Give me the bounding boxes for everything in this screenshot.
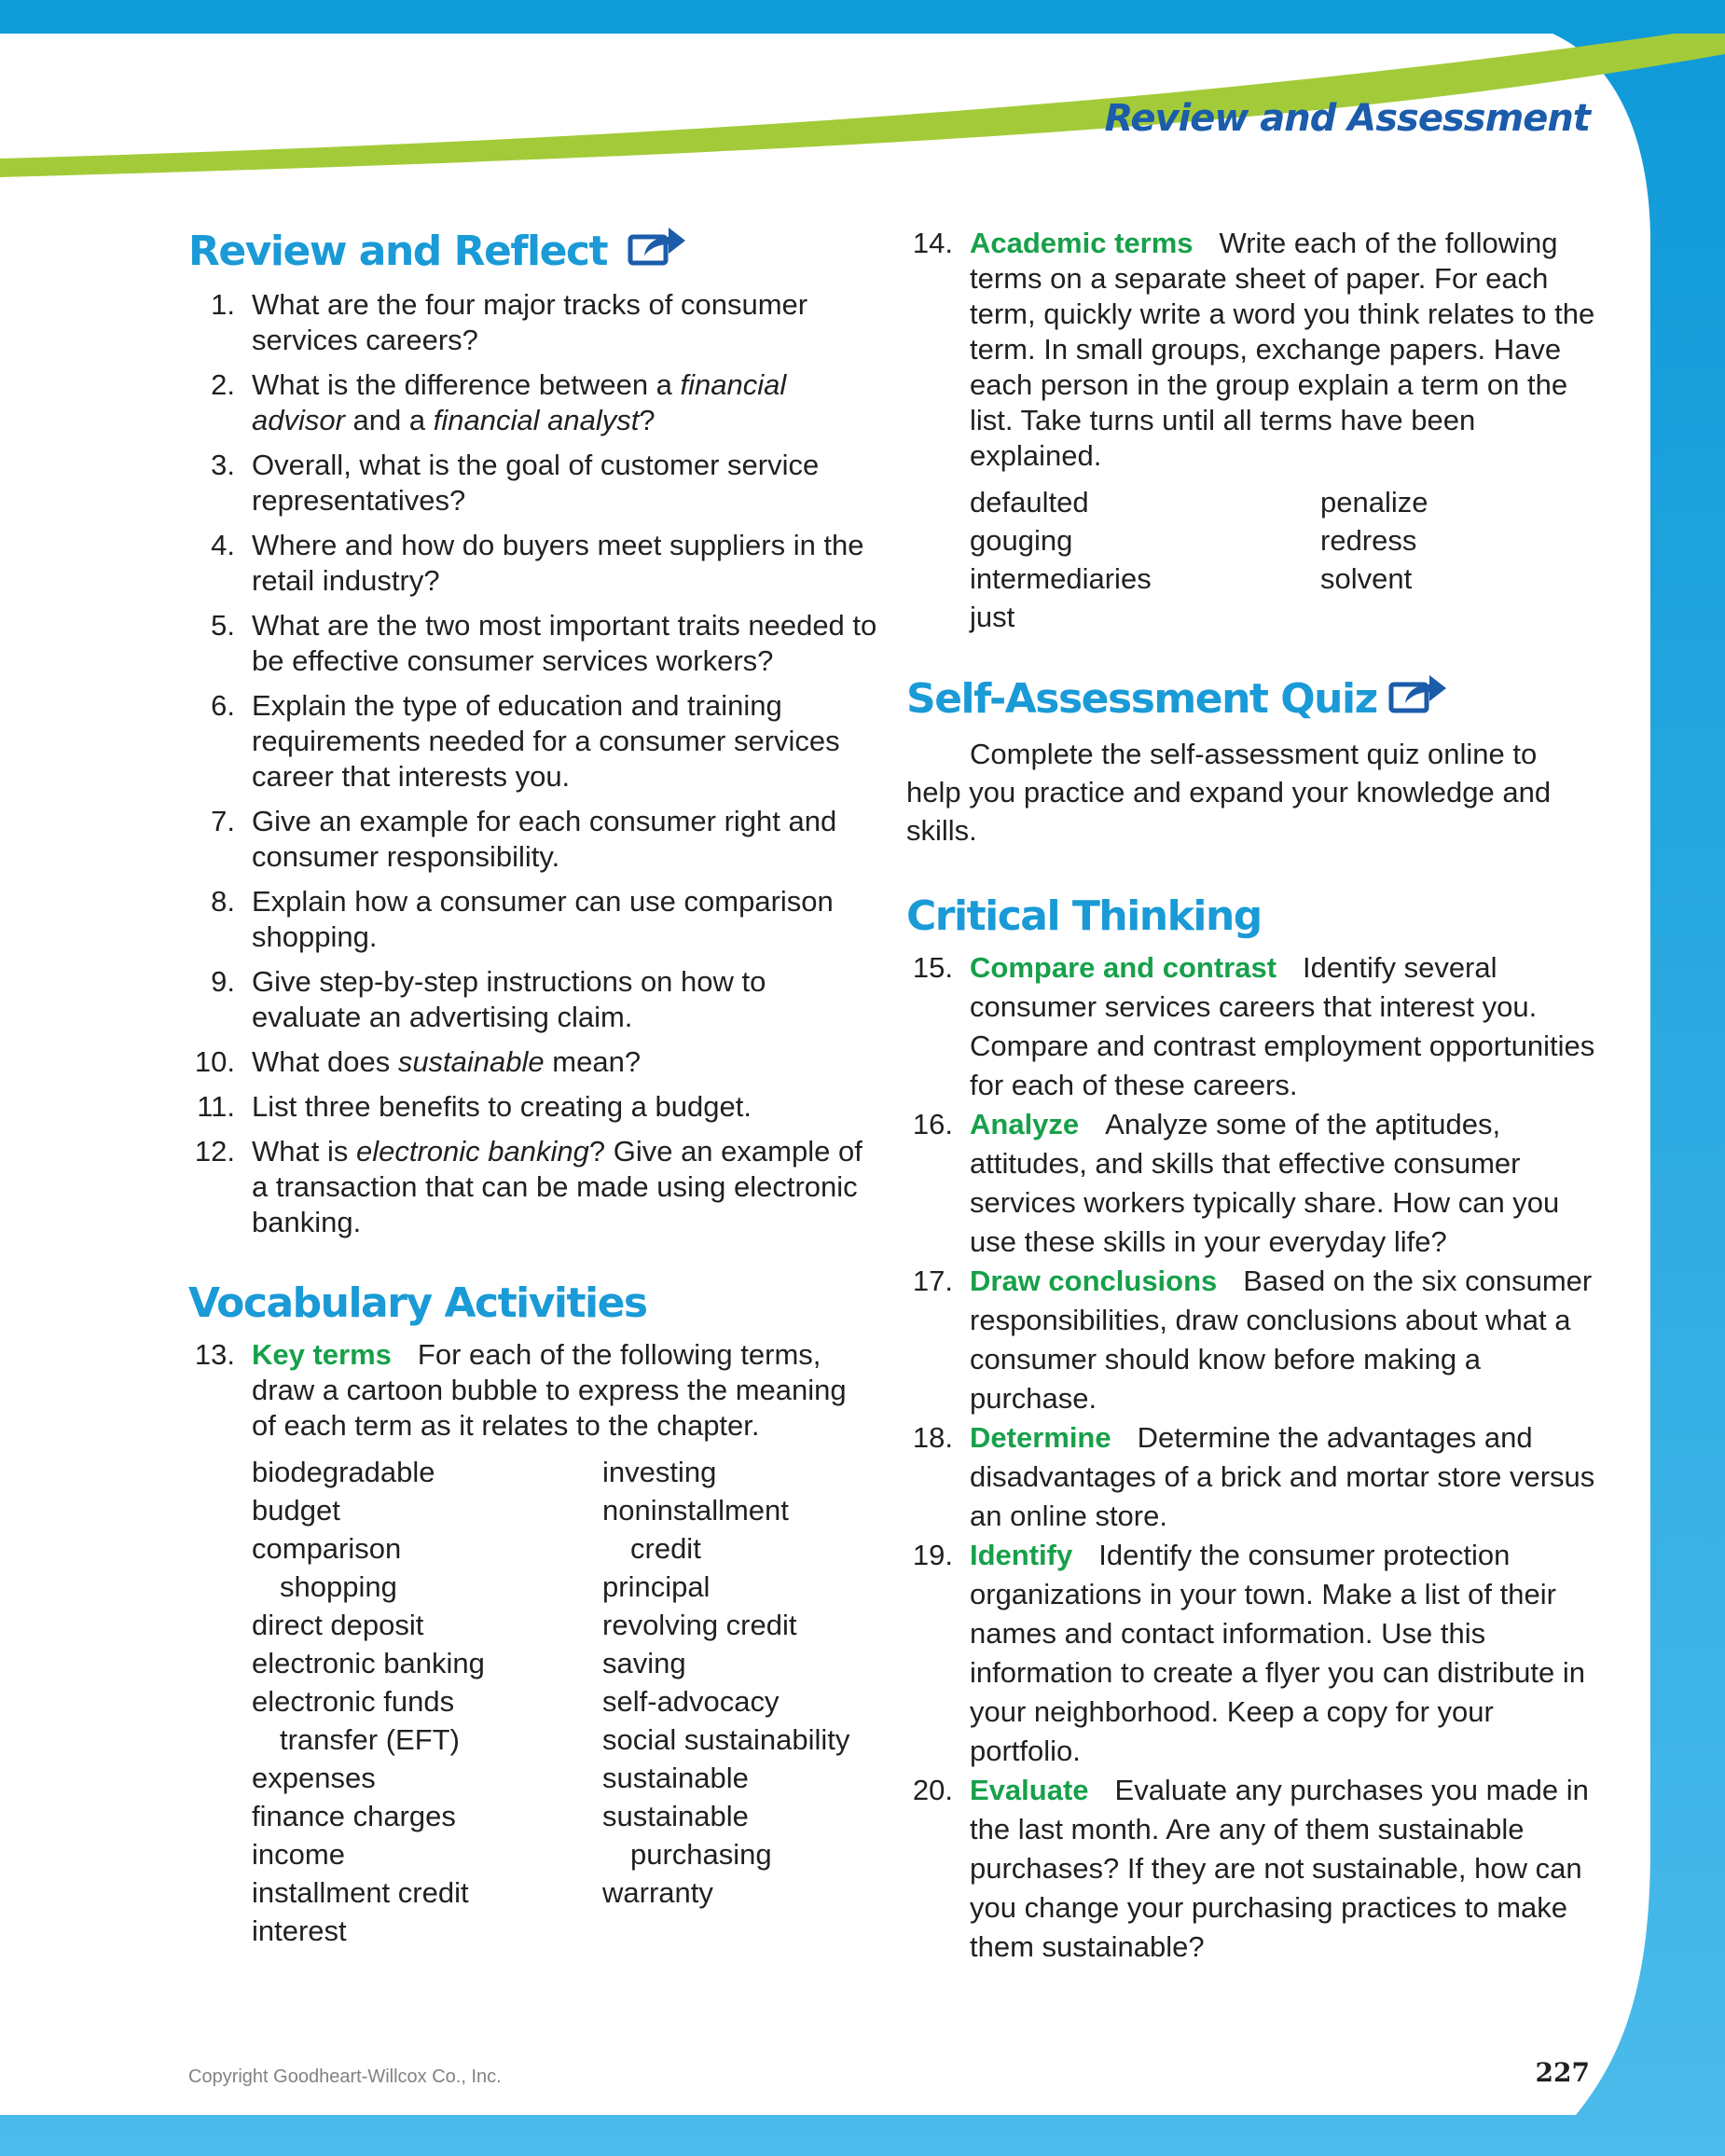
keyword-label: Analyze <box>970 1108 1080 1140</box>
keyword-label: Evaluate <box>970 1774 1089 1806</box>
term-item: installment credit <box>252 1876 469 1909</box>
academic-terms-column-2 <box>1320 483 1428 636</box>
left-column <box>188 224 878 1950</box>
question-text: Write each of the following terms on a separate sheet of paper. For each term, quickly write a word you think relates to the term. In small groups, exchange papers. Have each person in the group explain a term on the list. Take turns until all terms have been explained. <box>970 227 1595 472</box>
critical-question <box>906 1536 1596 1771</box>
question-text: What are the four major tracks of consumer services careers? <box>252 288 808 356</box>
key-terms-column-1 <box>252 1453 602 1950</box>
question-text: ? Give an example of a transaction that can be made using electronic banking. <box>252 1135 862 1238</box>
critical-question <box>906 1262 1596 1418</box>
term-item: warranty <box>602 1876 713 1909</box>
question-number: 14. <box>912 227 953 259</box>
term-item: comparison <box>252 1532 402 1565</box>
review-question <box>188 528 878 599</box>
review-question-list <box>188 287 878 1240</box>
question-number: 15. <box>912 951 953 984</box>
term-item: electronic funds <box>252 1685 455 1718</box>
question-text: Evaluate any purchases you made in the last month. Are any of them sustainable purchases? If they are not sustainable, how can you change your purchasing practices to make them sustainable? <box>970 1774 1589 1963</box>
term-item: credit <box>630 1532 701 1565</box>
question-13 <box>188 1337 878 1444</box>
question-text: Explain the type of education and training requirements needed for a consumer services career that interests you. <box>252 689 840 793</box>
term-item: just <box>970 601 1015 633</box>
review-question <box>188 1044 878 1080</box>
question-number: 12. <box>194 1135 235 1168</box>
review-question <box>188 287 878 358</box>
question-text: List three benefits to creating a budget. <box>252 1090 752 1123</box>
question-text: Identify several consumer services careers that interest you. Compare and contrast employment opportunities for each of these careers. <box>970 951 1595 1101</box>
question-text: For each of the following terms, draw a cartoon bubble to express the meaning of each term as it relates to the chapter. <box>252 1338 847 1442</box>
term-item: investing <box>602 1456 717 1488</box>
term-item: saving <box>602 1647 686 1679</box>
term-item: solvent <box>1320 562 1413 595</box>
critical-question <box>906 1771 1596 1967</box>
review-question <box>188 804 878 875</box>
term-item: biodegradable <box>252 1456 435 1488</box>
question-text: Give step-by-step instructions on how to evaluate an advertising claim. <box>252 965 766 1033</box>
review-question <box>188 608 878 679</box>
question-number: 2. <box>211 368 235 401</box>
question-number: 19. <box>912 1539 953 1571</box>
critical-question <box>906 1418 1596 1536</box>
question-text-italic: electronic banking <box>355 1135 589 1168</box>
keyword-label: Draw conclusions <box>970 1265 1218 1297</box>
question-number: 3. <box>211 449 235 481</box>
copyright: Copyright Goodheart-Willcox Co., Inc. <box>188 2066 502 2087</box>
quiz-heading-text: Self-Assessment Quiz <box>906 675 1377 723</box>
question-number: 16. <box>912 1108 953 1140</box>
question-text: Give an example for each consumer right and consumer responsibility. <box>252 805 837 873</box>
key-terms-column-2 <box>602 1453 849 1950</box>
term-item: noninstallment <box>602 1494 789 1527</box>
question-text: ? <box>639 404 656 436</box>
term-item: self-advocacy <box>602 1685 780 1718</box>
question-text: Explain how a consumer can use comparison shopping. <box>252 885 834 953</box>
question-text: What does <box>252 1045 398 1078</box>
question-text: What are the two most important traits needed to be effective consumer services workers? <box>252 609 877 677</box>
question-number: 4. <box>211 529 235 561</box>
term-item: expenses <box>252 1762 376 1794</box>
question-text: and a <box>344 404 434 436</box>
review-question <box>188 367 878 438</box>
review-question <box>188 688 878 795</box>
term-item: revolving credit <box>602 1609 797 1641</box>
term-item: budget <box>252 1494 340 1527</box>
running-header: Review and Assessment <box>1104 97 1590 140</box>
question-text-italic: sustainable <box>397 1045 545 1078</box>
term-item: electronic banking <box>252 1647 485 1679</box>
term-item: sustainable <box>602 1762 749 1794</box>
question-number: 7. <box>211 805 235 837</box>
term-item: purchasing <box>630 1838 772 1871</box>
academic-terms-list <box>906 483 1596 636</box>
question-text: What is <box>252 1135 356 1168</box>
critical-heading-text: Critical Thinking <box>906 892 1262 940</box>
academic-terms-column-1 <box>970 483 1320 636</box>
question-number: 13. <box>194 1338 235 1371</box>
critical-thinking-list <box>906 948 1596 1967</box>
question-text: Overall, what is the goal of customer service representatives? <box>252 449 820 517</box>
question-text: Analyze some of the aptitudes, attitudes, and skills that effective consumer services workers typically share. How can you use these skills in your everyday life? <box>970 1108 1560 1258</box>
vocab-heading <box>188 1278 878 1330</box>
term-item: intermediaries <box>970 562 1152 595</box>
review-question <box>188 1089 878 1125</box>
keyword-label: Identify <box>970 1539 1073 1571</box>
term-item: defaulted <box>970 486 1089 518</box>
key-terms-list <box>188 1453 878 1950</box>
question-number: 18. <box>912 1421 953 1454</box>
question-number: 9. <box>211 965 235 998</box>
term-item: direct deposit <box>252 1609 424 1641</box>
question-number: 5. <box>211 609 235 642</box>
term-item: income <box>252 1838 345 1871</box>
term-item: penalize <box>1320 486 1428 518</box>
question-text-italic: financial advisor <box>252 368 787 436</box>
critical-question <box>906 948 1596 1105</box>
term-item: redress <box>1320 524 1417 557</box>
question-text: Identify the consumer protection organizations in your town. Make a list of their names and contact information. Use this information to create a flyer you can distribute in your neighborhood. Keep a copy for your portfolio. <box>970 1539 1585 1767</box>
question-text: What is the difference between a <box>252 368 681 401</box>
term-item: finance charges <box>252 1800 456 1832</box>
critical-heading <box>906 891 1596 943</box>
critical-question <box>906 1105 1596 1262</box>
keyword-label: Key terms <box>252 1338 392 1371</box>
question-text: Where and how do buyers meet suppliers in the retail industry? <box>252 529 864 597</box>
review-question <box>188 884 878 955</box>
share-arrow-icon[interactable] <box>1388 671 1448 727</box>
question-number: 20. <box>912 1774 953 1806</box>
question-number: 11. <box>197 1090 235 1123</box>
keyword-label: Compare and contrast <box>970 951 1277 984</box>
question-number: 6. <box>211 689 235 722</box>
review-heading-text: Review and Reflect <box>188 228 608 275</box>
keyword-label: Determine <box>970 1421 1111 1454</box>
keyword-label: Academic terms <box>970 227 1194 259</box>
right-column <box>906 224 1596 1967</box>
term-item: social sustainability <box>602 1723 850 1756</box>
term-item: transfer (EFT) <box>280 1723 460 1756</box>
question-number: 1. <box>211 288 235 321</box>
term-item: sustainable <box>602 1800 749 1832</box>
term-item: shopping <box>280 1570 397 1603</box>
term-item: gouging <box>970 524 1073 557</box>
vocab-heading-text: Vocabulary Activities <box>188 1279 647 1327</box>
share-arrow-icon[interactable] <box>628 224 687 280</box>
question-text: mean? <box>544 1045 642 1078</box>
question-number: 17. <box>912 1265 953 1297</box>
question-number: 10. <box>194 1045 235 1078</box>
quiz-text: Complete the self-assessment quiz online to help you practice and expand your knowledge and skills. <box>906 738 1552 847</box>
page-number: 227 <box>1535 2057 1590 2088</box>
review-question <box>188 964 878 1035</box>
term-item: interest <box>252 1914 347 1947</box>
review-heading <box>188 224 878 280</box>
review-question <box>188 1134 878 1240</box>
question-text-italic: financial analyst <box>433 404 640 436</box>
quiz-heading <box>906 671 1596 727</box>
term-item: principal <box>602 1570 711 1603</box>
question-text: Determine the advantages and disadvantages of a brick and mortar store versus an online store. <box>970 1421 1595 1532</box>
review-question <box>188 448 878 518</box>
question-text: Based on the six consumer responsibilities, draw conclusions about what a consumer should know before making a purchase. <box>970 1265 1593 1415</box>
question-number: 8. <box>211 885 235 918</box>
question-14 <box>906 226 1596 474</box>
